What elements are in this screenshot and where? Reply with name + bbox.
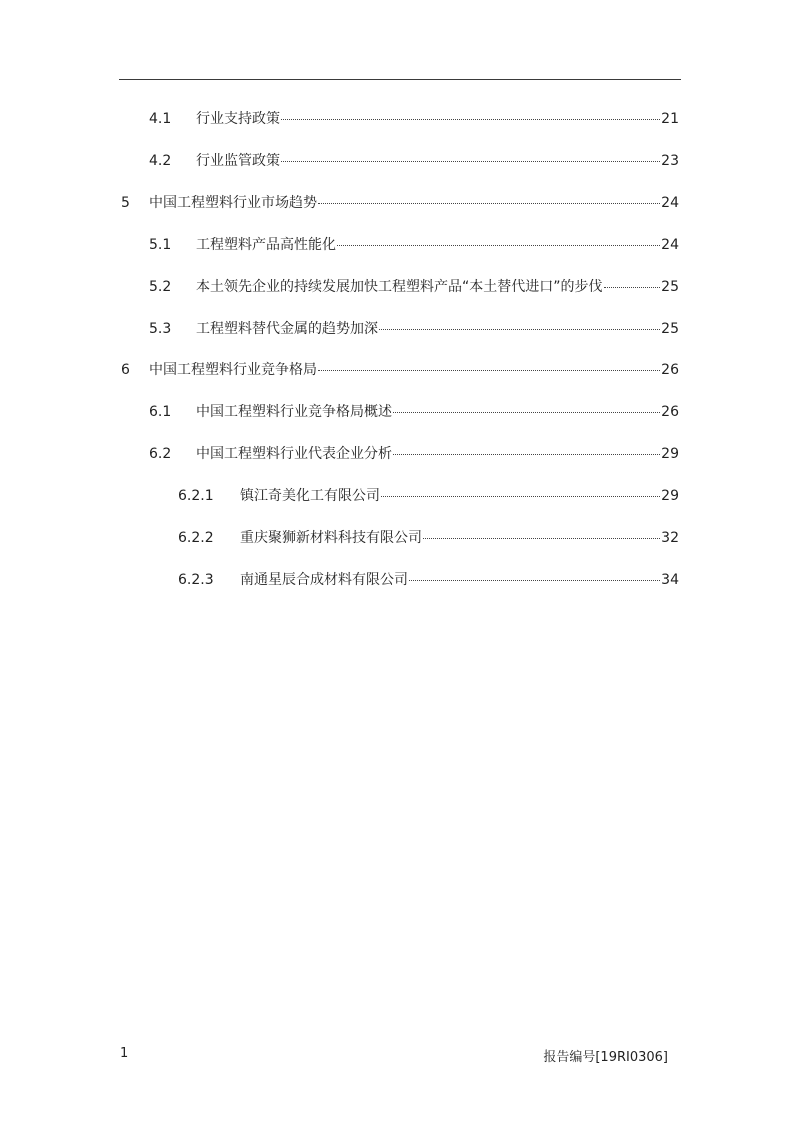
toc-dot-leader [393,412,660,413]
toc-entry-number: 5.3 [149,321,172,337]
toc-dot-leader [281,161,660,162]
toc-entry-page: 29 [661,446,679,462]
toc-dot-leader [604,287,661,288]
toc-entry-number: 5.2 [149,279,172,295]
toc-entry-title: 南通星辰合成材料有限公司 [240,572,408,588]
toc-dot-leader [318,370,660,371]
toc-entry-page: 25 [661,321,679,337]
toc-entry-5-1[interactable] [149,236,679,254]
toc-entry-page: 25 [661,279,679,295]
toc-entry-number: 5.1 [149,237,172,253]
toc-entry-number: 6.1 [149,404,172,420]
toc-entry-5-3[interactable] [149,320,679,338]
toc-entry-page: 21 [661,111,679,127]
header-rule [119,79,681,80]
toc-entry-6-1[interactable] [149,403,679,421]
toc-entry-title: 行业监管政策 [196,153,280,169]
toc-entry-number: 6 [121,362,130,378]
toc-entry-page: 26 [661,362,679,378]
toc-entry-title: 重庆聚狮新材料科技有限公司 [240,530,422,546]
toc-entry-title: 工程塑料替代金属的趋势加深 [196,321,378,337]
toc-entry-number: 5 [121,195,130,211]
toc-dot-leader [281,119,660,120]
toc-entry-title: 本土领先企业的持续发展加快工程塑料产品“本土替代进口”的步伐 [196,279,603,295]
toc-dot-leader [423,538,660,539]
toc-entry-5-2[interactable] [149,278,679,296]
toc-entry-number: 6.2.3 [178,572,214,588]
toc-entry-page: 34 [661,572,679,588]
toc-entry-page: 29 [661,488,679,504]
toc-entry-number: 4.1 [149,111,172,127]
toc-entry-page: 26 [661,404,679,420]
toc-entry-page: 24 [661,195,679,211]
toc-entry-6-2-2[interactable] [178,529,679,547]
toc-entry-title: 中国工程塑料行业竞争格局 [149,362,317,378]
toc-entry-6[interactable] [121,361,679,379]
toc-entry-page: 24 [661,237,679,253]
toc-entry-6-2[interactable] [149,445,679,463]
toc-dot-leader [318,203,660,204]
toc-entry-number: 6.2.1 [178,488,214,504]
toc-entry-title: 镇江奇美化工有限公司 [240,488,380,504]
toc-entry-6-2-3[interactable] [178,571,679,589]
toc-dot-leader [379,329,660,330]
toc-entry-number: 4.2 [149,153,172,169]
toc-entry-title: 中国工程塑料行业竞争格局概述 [196,404,392,420]
toc-entry-title: 行业支持政策 [196,111,280,127]
toc-entry-page: 32 [661,530,679,546]
toc-entry-number: 6.2 [149,446,172,462]
toc-dot-leader [337,245,660,246]
toc-entry-number: 6.2.2 [178,530,214,546]
toc-entry-6-2-1[interactable] [178,487,679,505]
toc-entry-4-2[interactable] [149,152,679,170]
footer-report-number: 报告编号[19RI0306] [543,1050,668,1065]
toc-dot-leader [381,496,660,497]
toc-entry-4-1[interactable] [149,110,679,128]
toc-entry-title: 中国工程塑料行业代表企业分析 [196,446,392,462]
toc-entry-title: 工程塑料产品高性能化 [196,237,336,253]
toc-entry-title: 中国工程塑料行业市场趋势 [149,195,317,211]
toc-dot-leader [393,454,660,455]
footer-page-number: 1 [120,1046,129,1061]
toc-entry-5[interactable] [121,194,679,212]
toc-entry-page: 23 [661,153,679,169]
toc-dot-leader [409,580,660,581]
